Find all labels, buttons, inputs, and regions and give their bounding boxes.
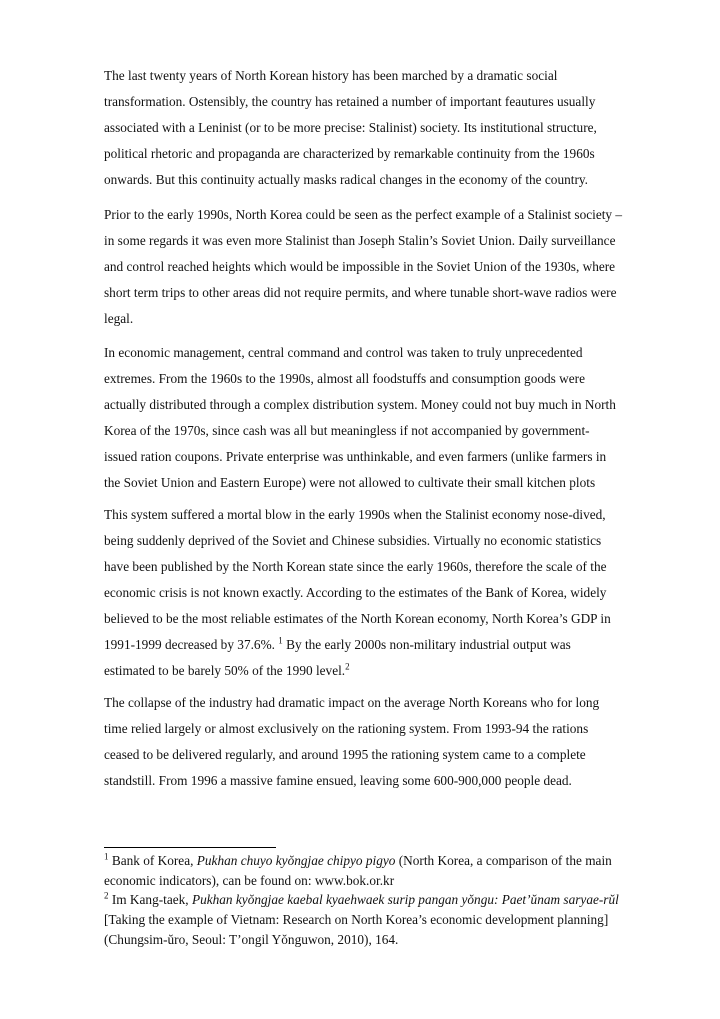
- text-line: short term trips to other areas did not require permits, and where tunable short-wave radios were: [104, 285, 617, 300]
- footnote-1: [104, 851, 674, 891]
- text-line: onwards. But this continuity actually masks radical changes in the economy of the country.: [104, 172, 588, 187]
- footnote-2: [104, 890, 674, 950]
- footnote-marker: 1: [104, 851, 109, 862]
- text-line: The last twenty years of North Korean history has been marched by a dramatic social: [104, 68, 558, 83]
- italic-title: Pukhan kyŏngjae kaebal kyaehwaek surip pangan yŏngu: Paet’ŭnam saryae-rŭl: [191, 892, 619, 907]
- paragraph-2: [104, 202, 664, 332]
- text-line: transformation. Ostensibly, the country has retained a number of important feautures usually: [104, 94, 596, 109]
- text-line: associated with a Leninist (or to be more precise: Stalinist) society. Its institutional structure,: [104, 120, 597, 135]
- text-line: the Soviet Union and Eastern Europe) were not allowed to cultivate their small kitchen plots: [104, 475, 596, 490]
- text-segment: 1991-1999 decreased by 37.6%.: [104, 637, 275, 652]
- text-line: [104, 632, 664, 658]
- text-line: Korea of the 1970s, since cash was all but meaningless if not accompanied by government-: [104, 423, 590, 438]
- text-line: (Chungsim-ŭro, Seoul: T’ongil Yŏnguwon, 2010), 164.: [104, 932, 399, 947]
- text-line: political rhetoric and propaganda are characterized by remarkable continuity from the 1960s: [104, 146, 595, 161]
- text-line: Prior to the early 1990s, North Korea could be seen as the perfect example of a Stalinist society –: [104, 207, 623, 222]
- text-line: [104, 890, 674, 910]
- text-line: In economic management, central command and control was taken to truly unprecedented: [104, 345, 583, 360]
- text-line: time relied largely or almost exclusively on the rationing system. From 1993-94 the rations: [104, 721, 589, 736]
- footnote-ref[interactable]: 2: [345, 661, 350, 672]
- text-line: actually distributed through a complex distribution system. Money could not buy much in North: [104, 397, 616, 412]
- text-line: [104, 658, 664, 684]
- footnote-marker: 2: [104, 890, 109, 901]
- text-line: [Taking the example of Vietnam: Research on North Korea’s economic development planning]: [104, 912, 609, 927]
- text-line: being suddenly deprived of the Soviet and Chinese subsidies. Virtually no economic statistics: [104, 533, 602, 548]
- text-line: and control reached heights which would be impossible in the Soviet Union of the 1930s, where: [104, 259, 616, 274]
- paragraph-1: [104, 63, 664, 193]
- text-line: standstill. From 1996 a massive famine ensued, leaving some 600-900,000 people dead.: [104, 773, 572, 788]
- text-line: The collapse of the industry had dramatic impact on the average North Koreans who for long: [104, 695, 600, 710]
- text-line: economic crisis is not known exactly. According to the estimates of the Bank of Korea, widely: [104, 585, 607, 600]
- footnote-divider: [104, 847, 276, 848]
- text-line: legal.: [104, 311, 134, 326]
- paragraph-5: [104, 690, 664, 794]
- text-line: in some regards it was even more Stalinist than Joseph Stalin’s Soviet Union. Daily surveillance: [104, 233, 616, 248]
- text-line: [104, 851, 674, 871]
- text-line: This system suffered a mortal blow in the early 1990s when the Stalinist economy nose-dived,: [104, 507, 606, 522]
- text-line: extremes. From the 1960s to the 1990s, almost all foodstuffs and consumption goods were: [104, 371, 585, 386]
- text-line: issued ration coupons. Private enterprise was unthinkable, and even farmers (unlike farmers in: [104, 449, 607, 464]
- text-segment: estimated to be barely 50% of the 1990 level.: [104, 663, 346, 678]
- text-line: have been published by the North Korean state since the early 1960s, therefore the scale of the: [104, 559, 607, 574]
- paragraph-3: [104, 340, 664, 496]
- text-line: believed to be the most reliable estimates of the North Korean economy, North Korea’s GDP in: [104, 611, 611, 626]
- text-segment: Bank of Korea,: [111, 853, 194, 868]
- text-line: ceased to be delivered regularly, and around 1995 the rationing system came to a complete: [104, 747, 586, 762]
- paragraph-4: [104, 502, 664, 684]
- text-segment: By the early 2000s non-military industrial output was: [286, 637, 571, 652]
- footnote-ref[interactable]: 1: [278, 635, 283, 646]
- text-segment: Im Kang-taek,: [111, 892, 189, 907]
- text-line: economic indicators), can be found on: www.bok.or.kr: [104, 873, 395, 888]
- italic-title: Pukhan chuyo kyŏngjae chipyo pigyo: [196, 853, 396, 868]
- text-segment: (North Korea, a comparison of the main: [398, 853, 612, 868]
